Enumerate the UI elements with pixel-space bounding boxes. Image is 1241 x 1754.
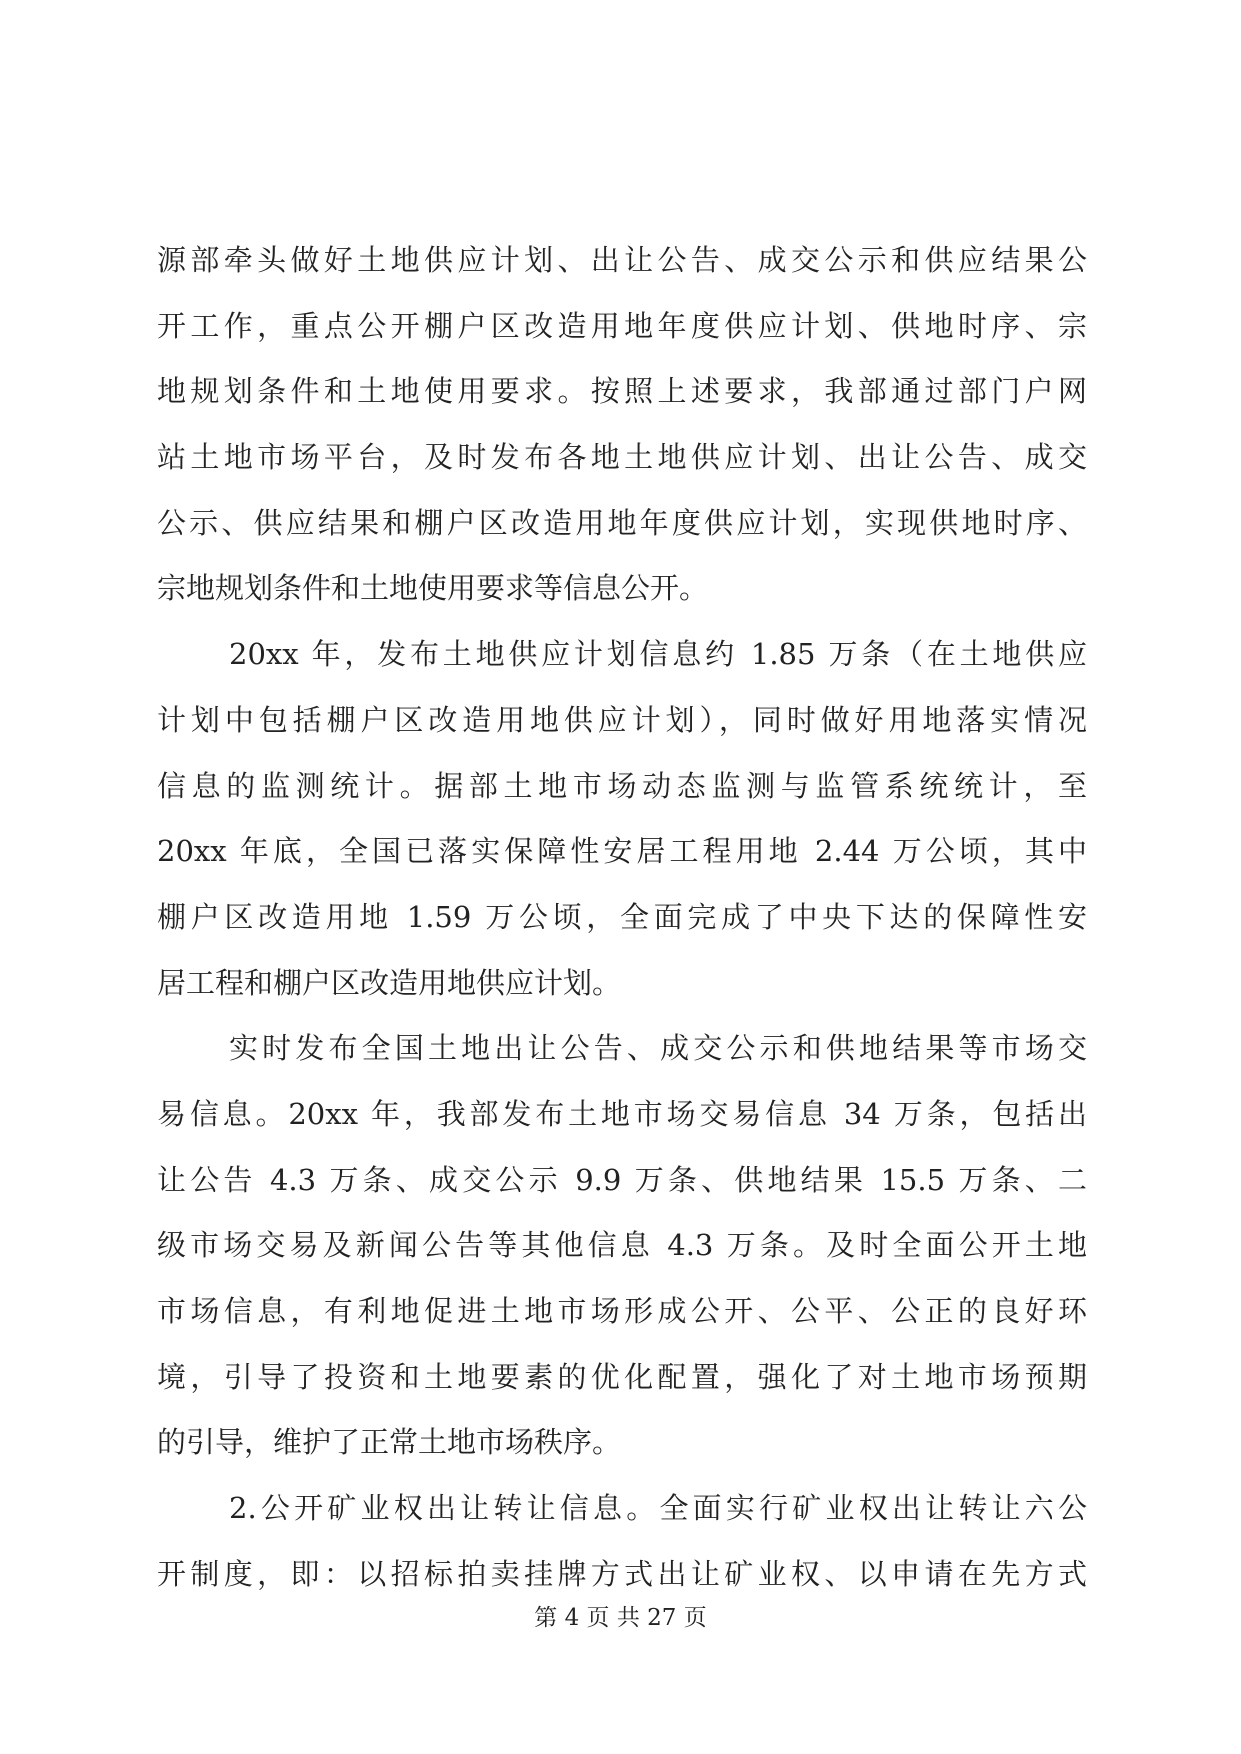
text-line: 公示、供应结果和棚户区改造用地年度供应计划，实现供地时序、 xyxy=(157,505,1087,540)
text-line: 级市场交易及新闻公告等其他信息 4.3 万条。及时全面公开土地 xyxy=(157,1228,1087,1263)
text-line: 源部牵头做好土地供应计划、出让公告、成交公示和供应结果公 xyxy=(157,243,1087,277)
text-line: 地规划条件和土地使用要求。按照上述要求，我部通过部门户网 xyxy=(157,374,1087,409)
text-line: 2.公开矿业权出让转让信息。全面实行矿业权出让转让六公 xyxy=(229,1491,1087,1526)
document-body xyxy=(157,228,1087,1607)
text-line: 计划中包括棚户区改造用地供应计划），同时做好用地落实情况 xyxy=(157,702,1087,737)
text-line: 宗地规划条件和土地使用要求等信息公开。 xyxy=(157,571,709,606)
text-line: 市场信息，有利地促进土地市场形成公开、公平、公正的良好环 xyxy=(157,1294,1087,1328)
paragraph-4 xyxy=(157,1476,1087,1607)
text-line: 开制度，即：以招标拍卖挂牌方式出让矿业权、以申请在先方式 xyxy=(157,1556,1087,1591)
page-number-label: 第 4 页 共 27 页 xyxy=(534,1605,707,1631)
text-line: 20xx 年底，全国已落实保障性安居工程用地 2.44 万公顷，其中 xyxy=(157,834,1087,869)
text-line: 开工作，重点公开棚户区改造用地年度供应计划、供地时序、宗 xyxy=(157,308,1087,343)
page-footer xyxy=(0,1603,1241,1633)
text-line: 居工程和棚户区改造用地供应计划。 xyxy=(157,965,622,1000)
text-line: 让公告 4.3 万条、成交公示 9.9 万条、供地结果 15.5 万条、二 xyxy=(157,1162,1087,1197)
text-line: 易信息。20xx 年，我部发布土地市场交易信息 34 万条，包括出 xyxy=(157,1096,1087,1131)
paragraph-2 xyxy=(157,622,1087,1016)
paragraph-3 xyxy=(157,1016,1087,1476)
text-line: 实时发布全国土地出让公告、成交公示和供地结果等市场交 xyxy=(229,1031,1087,1066)
paragraph-1 xyxy=(157,228,1087,622)
text-line: 20xx 年，发布土地供应计划信息约 1.85 万条（在土地供应 xyxy=(229,637,1087,672)
text-line: 信息的监测统计。据部土地市场动态监测与监管系统统计，至 xyxy=(157,768,1087,803)
text-line: 站土地市场平台，及时发布各地土地供应计划、出让公告、成交 xyxy=(157,440,1087,475)
text-line: 的引导，维护了正常土地市场秩序。 xyxy=(157,1425,622,1460)
text-line: 境，引导了投资和土地要素的优化配置，强化了对土地市场预期 xyxy=(157,1359,1087,1394)
text-line: 棚户区改造用地 1.59 万公顷，全面完成了中央下达的保障性安 xyxy=(157,899,1087,934)
